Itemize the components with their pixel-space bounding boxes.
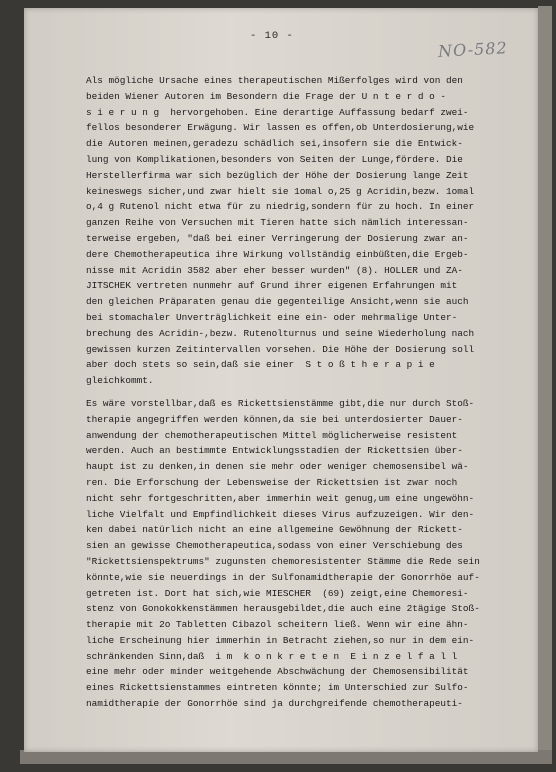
text-line: terweise ergeben, "daß bei einer Verringerung der Dosierung zwar an- — [86, 232, 469, 244]
page-edge-right — [538, 6, 552, 764]
text-line: eine mehr oder minder weitgehende Abschwächung der Chemosensibilität — [86, 666, 469, 678]
text-line: sien an gewisse Chemotherapeutica,sodass von einer Verschiebung des — [86, 540, 463, 552]
text-line: Als mögliche Ursache eines therapeutischen Mißerfolges wird von den — [86, 75, 463, 86]
text-line: therapie mit 2o Tabletten Cibazol scheitern ließ. Wenn wir eine ähn- — [86, 619, 469, 631]
text-line: gewissen kurzen Zeitintervallen vorsehen. Die Höhe der Dosierung soll — [86, 343, 475, 355]
text-line: den gleichen Präparaten genau die gegenteilige Ansicht,wenn sie auch — [86, 296, 469, 308]
text-line: fellos besonderer Erwägung. Wir lassen es offen,ob Unterdosierung,wie — [86, 122, 475, 134]
text-line: s i e r u n g hervorgehoben. Eine derartige Auffassung bedarf zwei- — [86, 106, 469, 118]
text-line: Es wäre vorstellbar,daß es Rickettsienstämme gibt,die nur durch Stoß- — [86, 397, 475, 409]
paragraph-2 — [86, 396, 526, 712]
text-line: therapie angegriffen werden können,da sie bei unterdosierter Dauer- — [86, 413, 463, 425]
text-line: dere Chemotherapeutica ihre Wirkung vollständig einbüßten,die Ergeb- — [86, 248, 469, 260]
text-line: ganzen Reihe von Versuchen mit Tieren hatte sich nämlich interessan- — [86, 217, 469, 229]
text-line: nisse mit Acridin 3582 aber eher besser wurden" (8). HOLLER und ZA- — [86, 264, 463, 276]
text-line: nicht sehr fortgeschritten,aber immerhin weit genug,um eine ungewöhn- — [86, 492, 475, 504]
page-edge-bottom — [20, 750, 552, 764]
text-line: JITSCHEK vertreten nunmehr auf Grund ihrer eigenen Erfahrungen mit — [86, 280, 458, 292]
text-line: keineswegs sicher,und zwar hielt sie 1omal o,25 g Acridin,bezw. 1omal — [86, 185, 475, 197]
text-line: werden. Auch an bestimmte Entwicklungsstadien der Rickettsien über- — [86, 445, 463, 457]
text-line: liche Erscheinung hier immerhin in Betracht ziehen,so nur in dem ein- — [86, 634, 475, 646]
text-line: könnte,wie sie neuerdings in der Sulfonamidtherapie der Gonorrhöe auf- — [86, 571, 480, 583]
text-line: beiden Wiener Autoren im Besondern die Frage der U n t e r d o - — [86, 90, 447, 102]
text-line: Herstellerfirma war sich bezüglich der Höhe der Dosierung lange Zeit — [86, 169, 469, 181]
text-line: die Autoren meinen,geradezu schädlich sei,insofern sie die Entwick- — [86, 138, 463, 150]
paragraph-1 — [86, 73, 526, 389]
text-line: aber doch stets so sein,daß sie einer S t o ß t h e r a p i e — [86, 359, 435, 371]
text-line: ken dabei natürlich nicht an eine allgemeine Gewöhnung der Rickett- — [86, 524, 463, 536]
text-line: o,4 g Rutenol nicht etwa für zu niedrig,sondern für zu hoch. In einer — [86, 201, 475, 213]
text-line: "Rickettsienspektrums" zugunsten chemoresistenter Stämme die Rede sein — [86, 555, 480, 567]
text-line: lung von Komplikationen,besonders von Seiten der Lunge,fördere. Die — [86, 153, 463, 165]
text-line: schränkenden Sinn,daß i m k o n k r e t e n E i n z e l f a l l — [86, 650, 458, 662]
text-line: getreten ist. Dort hat sich,wie MIESCHER (69) zeigt,eine Chemoresi- — [86, 587, 469, 599]
page-number: - 10 - — [250, 30, 294, 42]
text-line: anwendung der chemotherapeutischen Mittel möglicherweise resistent — [86, 429, 458, 441]
text-line: haupt ist zu denken,in denen sie mehr oder weniger chemosensibel wä- — [86, 461, 469, 473]
handwritten-reference: NO-582 — [437, 38, 509, 61]
text-line: brechung des Acridin-,bezw. Rutenolturnus und seine Wiederholung nach — [86, 327, 475, 339]
body-text — [86, 73, 526, 712]
text-line: ren. Die Erforschung der Lebensweise der Rickettsien ist zwar noch — [86, 476, 458, 488]
text-line: bei stomachaler Unverträglichkeit eine ein- oder mehrmalige Unter- — [86, 311, 458, 323]
text-line: gleichkommt. — [86, 375, 154, 387]
paragraph-gap — [86, 389, 526, 396]
text-line: namidtherapie der Gonorrhöe sind ja durchgreifende chemotherapeuti- — [86, 698, 463, 710]
text-line: stenz von Gonokokkenstämmen herausgebildet,die auch eine 2tägige Stoß- — [86, 603, 480, 615]
text-line: liche Vielfalt und Empfindlichkeit dieses Virus aufzuzeigen. Wir den- — [86, 508, 475, 520]
text-line: eines Rickettsienstammes eintreten könnte; im Unterschied zur Sulfo- — [86, 682, 469, 694]
